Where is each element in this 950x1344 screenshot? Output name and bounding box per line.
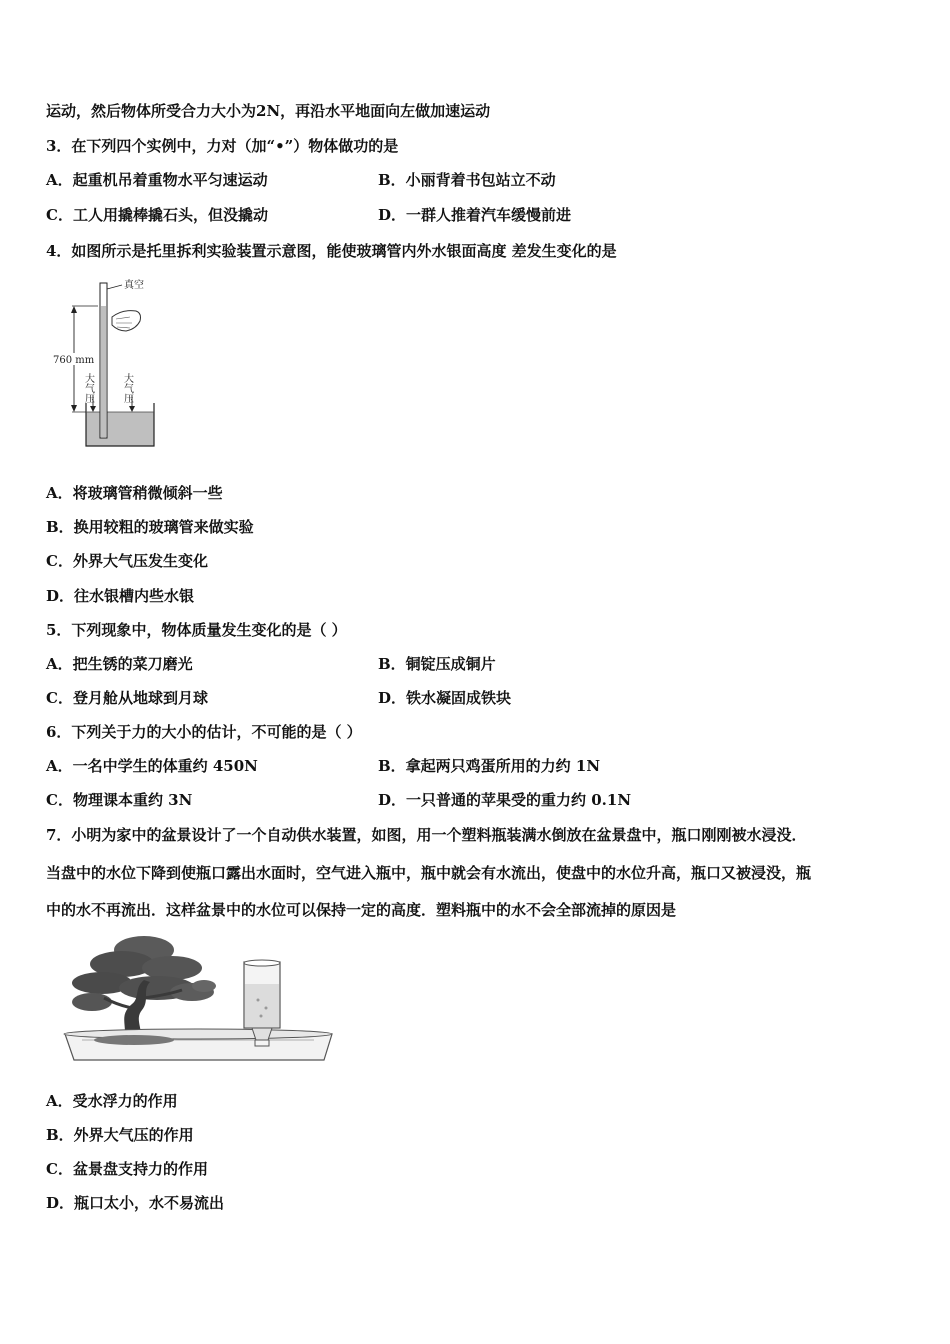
- q4-option-d: D．往水银槽内些水银: [46, 587, 195, 605]
- mercury-column: [101, 306, 106, 437]
- q5-option-c: C．登月舱从地球到月球: [46, 689, 208, 707]
- atm-label-right: 大气压: [121, 373, 133, 403]
- q4-option-c: C．外界大气压发生变化: [46, 552, 208, 570]
- q3-option-b: B．小丽背着书包站立不动: [378, 171, 556, 189]
- vacuum-label: 真空: [124, 280, 144, 291]
- q3-option-a: A．起重机吊着重物水平匀速运动: [46, 171, 268, 189]
- question-7-line-2: 当盘中的水位下降到使瓶口露出水面时，空气进入瓶中，瓶中就会有水流出，使盘中的水位升高，瓶口又被浸没，瓶: [46, 864, 812, 882]
- question-6: 6．下列关于力的大小的估计，不可能的是（ ）: [46, 723, 362, 741]
- q6-option-c: C．物理课本重约 3N: [46, 791, 193, 809]
- q5-option-a: A．把生锈的菜刀磨光: [46, 655, 193, 673]
- height-label: 760 mm: [53, 355, 95, 366]
- q5-option-d: D．铁水凝固成铁块: [378, 689, 512, 707]
- question-5: 5．下列现象中，物体质量发生变化的是（ ）: [46, 621, 347, 639]
- q6-option-a: A．一名中学生的体重约 450N: [46, 757, 258, 775]
- q4-option-b: B．换用较粗的玻璃管来做实验: [46, 518, 254, 536]
- q7-option-a: A．受水浮力的作用: [46, 1092, 178, 1110]
- q5-option-b: B．铜锭压成铜片: [378, 655, 496, 673]
- q6-option-d: D．一只普通的苹果受的重力约 0.1N: [378, 791, 632, 809]
- question-4: 4．如图所示是托里拆利实验装置示意图，能使玻璃管内外水银面高度 差发生变化的是: [46, 242, 617, 260]
- q7-option-c: C．盆景盘支持力的作用: [46, 1160, 208, 1178]
- question-7-line-1: 7．小明为家中的盆景设计了一个自动供水装置，如图，用一个塑料瓶装满水倒放在盆景盘中，瓶口刚刚被水浸没．: [46, 826, 807, 844]
- bonsai-water-supply-figure: [62, 928, 337, 1070]
- q6-option-b: B．拿起两只鸡蛋所用的力约 1N: [378, 757, 601, 775]
- question-7-line-3: 中的水不再流出．这样盆景中的水位可以保持一定的高度．塑料瓶中的水不会全部流掉的原因是: [46, 901, 677, 919]
- atm-label-left: 大气压: [82, 373, 94, 403]
- q7-option-b: B．外界大气压的作用: [46, 1126, 194, 1144]
- q4-option-a: A．将玻璃管稍微倾斜一些: [46, 484, 223, 502]
- q7-option-d: D．瓶口太小，水不易流出: [46, 1194, 225, 1212]
- torricelli-figure: [50, 275, 160, 450]
- mercury-in-trough: [86, 412, 154, 446]
- intro-line: 运动，然后物体所受合力大小为2N，再沿水平地面向左做加速运动: [46, 102, 491, 120]
- q3-option-c: C．工人用撬棒撬石头，但没撬动: [46, 206, 268, 224]
- q3-option-d: D．一群人推着汽车缓慢前进: [378, 206, 572, 224]
- question-3: 3．在下列四个实例中，力对（加“•”）物体做功的是: [46, 137, 399, 155]
- bonsai-tree-drawing: [72, 936, 216, 1044]
